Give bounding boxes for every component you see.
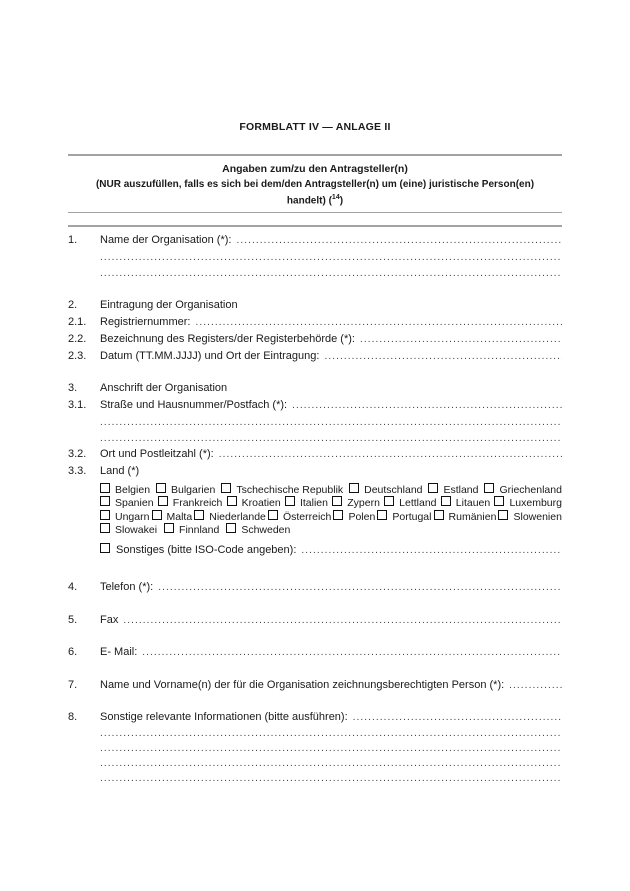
checkbox-icon[interactable]: [100, 510, 110, 520]
country-label: Luxemburg: [509, 497, 562, 510]
country-label: Finnland: [179, 524, 220, 537]
field-label: Bezeichnung des Registers/der Registerbehörde (*):: [100, 332, 355, 345]
field-fax: [68, 612, 562, 629]
country-label: Polen: [348, 510, 376, 523]
item-number: 3.1.: [68, 398, 87, 411]
field-label: E- Mail:: [100, 645, 138, 658]
country-option[interactable]: [333, 510, 375, 524]
item-number: 4.: [68, 580, 78, 593]
checkbox-icon[interactable]: [100, 543, 110, 553]
note-line1: (NUR auszufüllen, falls es sich bei dem/den Antragsteller(n) um (eine) juristische Person(en): [95, 178, 535, 190]
field-label: Straße und Hausnummer/Postfach (*):: [100, 398, 288, 411]
country-option[interactable]: [441, 496, 490, 510]
dotted-answer-line[interactable]: [137, 644, 562, 661]
field-zeichnungsberechtigte-person: [68, 677, 562, 694]
checkbox-icon[interactable]: [498, 510, 508, 520]
country-label: Schweden: [241, 524, 291, 537]
country-label: Lettland: [399, 497, 437, 510]
country-option[interactable]: [377, 510, 431, 524]
dotted-answer-line[interactable]: [190, 314, 562, 331]
country-label: Frankreich: [172, 497, 223, 510]
checkbox-icon[interactable]: [349, 483, 359, 493]
checkbox-icon[interactable]: [164, 523, 174, 533]
field-label: Telefon (*):: [100, 580, 154, 593]
checkbox-icon[interactable]: [494, 496, 504, 506]
field-label: Sonstiges (bitte ISO-Code angeben):: [116, 543, 297, 556]
country-option[interactable]: [100, 496, 154, 510]
checkbox-icon[interactable]: [100, 483, 110, 493]
country-label: Litauen: [455, 497, 491, 510]
country-option[interactable]: [194, 510, 266, 524]
checkbox-icon[interactable]: [333, 510, 343, 520]
country-option[interactable]: [285, 496, 328, 510]
item-number: 6.: [68, 645, 78, 658]
dotted-answer-line[interactable]: [118, 612, 562, 629]
checkbox-icon[interactable]: [194, 510, 204, 520]
field-registerbehoerde: [68, 331, 562, 348]
country-label: Kroatien: [241, 497, 281, 510]
country-checkbox-row: [100, 510, 562, 524]
field-label: Land (*): [100, 464, 140, 477]
checkbox-icon[interactable]: [428, 483, 438, 493]
field-datum-ort-eintragung: [68, 348, 562, 365]
country-option[interactable]: [100, 523, 157, 537]
country-option[interactable]: [227, 496, 281, 510]
field-label: Name und Vorname(n) der für die Organisation zeichnungsberechtigten Person (*):: [100, 678, 505, 691]
field-email: [68, 644, 562, 661]
country-checkbox-grid: [100, 483, 562, 537]
country-option[interactable]: [268, 510, 331, 524]
item-number: 3.3.: [68, 464, 87, 477]
country-label: Slowenien: [513, 510, 562, 523]
item-number: 8.: [68, 710, 78, 723]
field-ort-postleitzahl: [68, 446, 562, 463]
note-line2-close: ): [339, 194, 344, 206]
form-title: FORMBLATT IV — ANLAGE II: [239, 121, 391, 133]
checkbox-icon[interactable]: [221, 483, 231, 493]
dotted-answer-line[interactable]: [348, 709, 562, 726]
country-option[interactable]: [221, 483, 343, 497]
country-option[interactable]: [332, 496, 380, 510]
form-subtitle: Angaben zum/zu den Antragsteller(n): [222, 162, 408, 175]
dotted-answer-line[interactable]: [287, 397, 562, 414]
country-option[interactable]: [384, 496, 436, 510]
checkbox-icon[interactable]: [156, 483, 166, 493]
item-number: 2.2.: [68, 332, 87, 345]
field-label: Ort und Postleitzahl (*):: [100, 447, 214, 460]
dotted-answer-line[interactable]: [100, 249, 562, 265]
dotted-answer-line[interactable]: [100, 726, 562, 741]
dotted-answer-line[interactable]: [153, 579, 562, 596]
checkbox-icon[interactable]: [227, 496, 237, 506]
footnote-ref: 14: [331, 193, 340, 201]
item-number: 5.: [68, 613, 78, 626]
dotted-answer-line[interactable]: [100, 756, 562, 771]
country-option[interactable]: [156, 483, 215, 497]
item-number: 2.1.: [68, 315, 87, 328]
country-option[interactable]: [498, 510, 561, 524]
country-label: Belgien: [115, 483, 151, 496]
item-number: 3.2.: [68, 447, 87, 460]
country-label: Italien: [299, 497, 328, 510]
checkbox-icon[interactable]: [158, 496, 168, 506]
dotted-answer-line[interactable]: [100, 414, 562, 430]
country-label: Bulgarien: [171, 483, 216, 496]
divider: [68, 154, 562, 156]
field-label: Datum (TT.MM.JJJJ) und Ort der Eintragung:: [100, 349, 320, 362]
field-sonstiges-iso-code: [100, 542, 562, 559]
dotted-answer-line[interactable]: [100, 265, 562, 281]
country-option[interactable]: [158, 496, 223, 510]
dotted-answer-line[interactable]: [231, 232, 562, 249]
country-label: Slowakei: [115, 524, 158, 537]
dotted-answer-line[interactable]: [100, 741, 562, 756]
checkbox-icon[interactable]: [268, 510, 278, 520]
note-line2: handelt) (: [286, 194, 332, 206]
country-label: Österreich: [282, 510, 332, 523]
dotted-answer-line[interactable]: [214, 446, 562, 463]
country-option[interactable]: [349, 483, 422, 497]
country-option[interactable]: [100, 483, 150, 497]
country-checkbox-row: [100, 483, 562, 497]
checkbox-icon[interactable]: [484, 483, 494, 493]
field-telefon: [68, 579, 562, 596]
country-label: Malta: [166, 510, 193, 523]
form-condition-note: [68, 178, 562, 207]
country-checkbox-row: [100, 523, 562, 537]
checkbox-icon[interactable]: [441, 496, 451, 506]
dotted-answer-line[interactable]: [504, 677, 562, 694]
section-label: Anschrift der Organisation: [100, 381, 228, 394]
country-label: Niederlande: [209, 510, 266, 523]
checkbox-icon[interactable]: [285, 496, 295, 506]
country-label: Tschechische Republik: [236, 483, 344, 496]
country-option[interactable]: [164, 523, 219, 537]
section-eintragung: [68, 297, 562, 314]
checkbox-icon[interactable]: [434, 510, 444, 520]
field-registriernummer: [68, 314, 562, 331]
item-number: 2.3.: [68, 349, 87, 362]
country-label: Deutschland: [364, 483, 423, 496]
country-option[interactable]: [428, 483, 478, 497]
country-label: Griechenland: [499, 483, 562, 496]
country-label: Zypern: [347, 497, 380, 510]
country-option[interactable]: [484, 483, 561, 497]
item-number: 1.: [68, 233, 78, 246]
country-option[interactable]: [226, 523, 290, 537]
field-name-organisation: [68, 232, 562, 249]
checkbox-icon[interactable]: [100, 523, 110, 533]
field-land: [68, 463, 562, 480]
dotted-answer-line[interactable]: [355, 331, 562, 348]
country-label: Spanien: [115, 497, 154, 510]
field-strasse-hausnummer: [68, 397, 562, 414]
checkbox-icon[interactable]: [384, 496, 394, 506]
dotted-answer-line[interactable]: [100, 771, 562, 786]
country-label: Portugal: [392, 510, 432, 523]
field-label: Registriernummer:: [100, 315, 191, 328]
dotted-answer-line[interactable]: [296, 542, 562, 559]
country-option[interactable]: [100, 510, 149, 524]
item-number: 3.: [68, 381, 78, 394]
item-number: 2.: [68, 298, 78, 311]
divider: [68, 225, 562, 227]
country-option[interactable]: [434, 510, 497, 524]
field-label: Name der Organisation (*):: [100, 233, 232, 246]
checkbox-icon[interactable]: [152, 510, 162, 520]
checkbox-icon[interactable]: [332, 496, 342, 506]
country-checkbox-row: [100, 496, 562, 510]
country-label: Ungarn: [115, 510, 150, 523]
dotted-answer-line[interactable]: [100, 430, 562, 446]
section-label: Eintragung der Organisation: [100, 298, 238, 311]
section-anschrift: [68, 380, 562, 397]
checkbox-icon[interactable]: [377, 510, 387, 520]
field-sonstige-informationen: [68, 709, 562, 726]
checkbox-icon[interactable]: [100, 496, 110, 506]
field-label: Fax: [100, 613, 119, 626]
country-label: Estland: [443, 483, 479, 496]
field-label: Sonstige relevante Informationen (bitte ausführen):: [100, 710, 348, 723]
divider: [68, 212, 562, 214]
country-label: Rumänien: [448, 510, 497, 523]
item-number: 7.: [68, 678, 78, 691]
dotted-answer-line[interactable]: [319, 348, 562, 365]
checkbox-icon[interactable]: [226, 523, 236, 533]
country-option[interactable]: [494, 496, 562, 510]
country-option[interactable]: [152, 510, 193, 524]
